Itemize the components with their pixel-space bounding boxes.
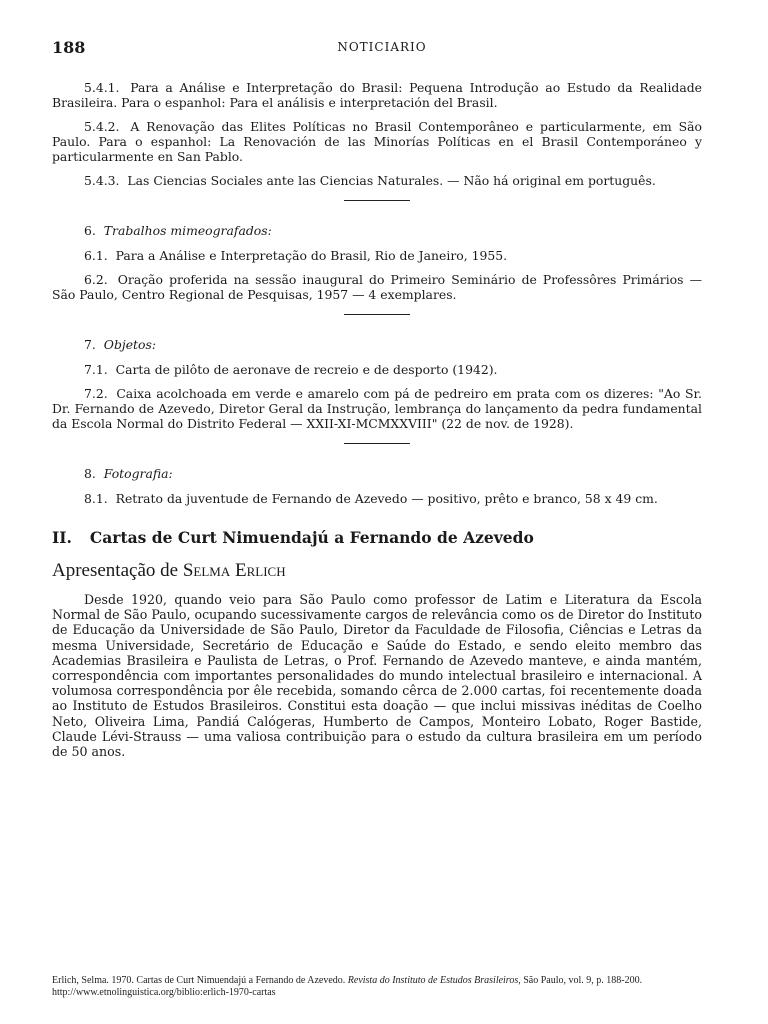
citation-details: , São Paulo, vol. 9, p. 188-200.: [518, 975, 643, 986]
section-number: II.: [52, 528, 72, 547]
item-text: Retrato da juventude de Fernando de Azevedo — positivo, prêto e branco, 58 x 49 cm.: [115, 491, 658, 506]
citation-url[interactable]: http://www.etnolinguistica.org/biblio:erlich-1970-cartas: [52, 987, 276, 998]
presentation-label: Apresentação de: [52, 560, 179, 581]
presentation-heading: [52, 560, 702, 581]
item-text: A Renovação das Elites Políticas no Brasil Contemporâneo e particularmente, em São Paulo. Para o espanhol: La Renovación de las Minorías Políticas en el Brasil Contemporáneo y particularmente en San Pablo.: [52, 119, 702, 164]
section-title: Cartas de Curt Nimuendajú a Fernando de Azevedo: [89, 528, 534, 547]
item-6-2: [52, 272, 702, 302]
body-paragraph: Desde 1920, quando veio para São Paulo como professor de Latim e Literatura da Escola Normal de São Paulo, ocupando sucessivamente cargos de relevância como os de Diretor do Instituto de Educação da Universidade de São Paulo, Diretor da Faculdade de Filosofia, Ciências e Letras da mesma Universidade, Secretário de Educação e Saúde do Estado, e sendo eleito membro das Academias Brasileira e Paulista de Letras, o Prof. Fernando de Azevedo manteve, e ainda mantém, correspondência com importantes personalidades do mundo intelectual brasileiro e internacional. A volumosa correspondência por êle recebida, somando cêrca de 2.000 cartas, foi recentemente doada ao Instituto de Estudos Brasileiros. Constitui esta doação — que inclui missivas inéditas de Coelho Neto, Oliveira Lima, Pandiá Calógeras, Humberto de Campos, Monteiro Lobato, Roger Bastide, Claude Lévi-Strauss — uma valiosa contribuição para o estudo da cultura brasileira em um período de 50 anos.: [52, 592, 702, 760]
heading-6: [52, 223, 702, 238]
citation-journal: Revista do Instituto de Estudos Brasileiros: [347, 975, 519, 986]
item-number: 6.1.: [84, 248, 108, 263]
citation-footer: [52, 975, 742, 999]
section-divider: [344, 443, 410, 444]
page-header: [52, 38, 712, 60]
heading-number: 6.: [84, 223, 96, 238]
item-number: 6.2.: [84, 272, 108, 287]
heading-7: [52, 337, 702, 352]
page-content: [52, 80, 702, 768]
item-number: 7.1.: [84, 362, 108, 377]
page-number: 188: [52, 38, 86, 57]
item-text: Para a Análise e Interpretação do Brasil: Pequena Introdução ao Estudo da Realidade Brasileira. Para o espanhol: Para el análisis e interpretación del Brasil.: [52, 80, 702, 110]
heading-text: Objetos:: [103, 337, 157, 352]
heading-number: 8.: [84, 466, 96, 481]
item-number: 5.4.2.: [84, 119, 120, 134]
item-5-4-3: [52, 173, 702, 188]
item-text: Para a Análise e Interpretação do Brasil, Rio de Janeiro, 1955.: [115, 248, 508, 263]
item-number: 5.4.1.: [84, 80, 120, 95]
item-5-4-1: [52, 80, 702, 110]
item-number: 5.4.3.: [84, 173, 120, 188]
item-number: 7.2.: [84, 386, 108, 401]
item-text: Carta de pilôto de aeronave de recreio e de desporto (1942).: [115, 362, 498, 377]
item-5-4-2: [52, 119, 702, 164]
section-heading: [52, 530, 702, 545]
item-text: Las Ciencias Sociales ante las Ciencias Naturales. — Não há original em português.: [127, 173, 656, 188]
heading-text: Fotografia:: [103, 466, 173, 481]
item-8-1: [52, 491, 702, 506]
presentation-author: Selma Erlich: [182, 560, 286, 581]
running-head: NOTICIARIO: [337, 40, 427, 54]
item-text: Caixa acolchoada em verde e amarelo com pá de pedreiro em prata com os dizeres: "Ao Sr. Dr. Fernando de Azevedo, Diretor Geral da Instrução, lembrança do lançamento da pedra fundamental da Escola Normal do Distrito Federal — XXII-XI-MCMXXVIII" (22 de nov. de 1928).: [52, 386, 702, 431]
item-7-2: [52, 386, 702, 431]
item-text: Oração proferida na sessão inaugural do Primeiro Seminário de Professôres Primários — São Paulo, Centro Regional de Pesquisas, 1957 — 4 exemplares.: [52, 272, 702, 302]
heading-text: Trabalhos mimeografados:: [103, 223, 272, 238]
item-7-1: [52, 362, 702, 377]
section-divider: [344, 200, 410, 201]
citation-text: Erlich, Selma. 1970. Cartas de Curt Nimuendajú a Fernando de Azevedo.: [52, 975, 346, 986]
section-divider: [344, 314, 410, 315]
heading-8: [52, 466, 702, 481]
item-number: 8.1.: [84, 491, 108, 506]
heading-number: 7.: [84, 337, 96, 352]
item-6-1: [52, 248, 702, 263]
